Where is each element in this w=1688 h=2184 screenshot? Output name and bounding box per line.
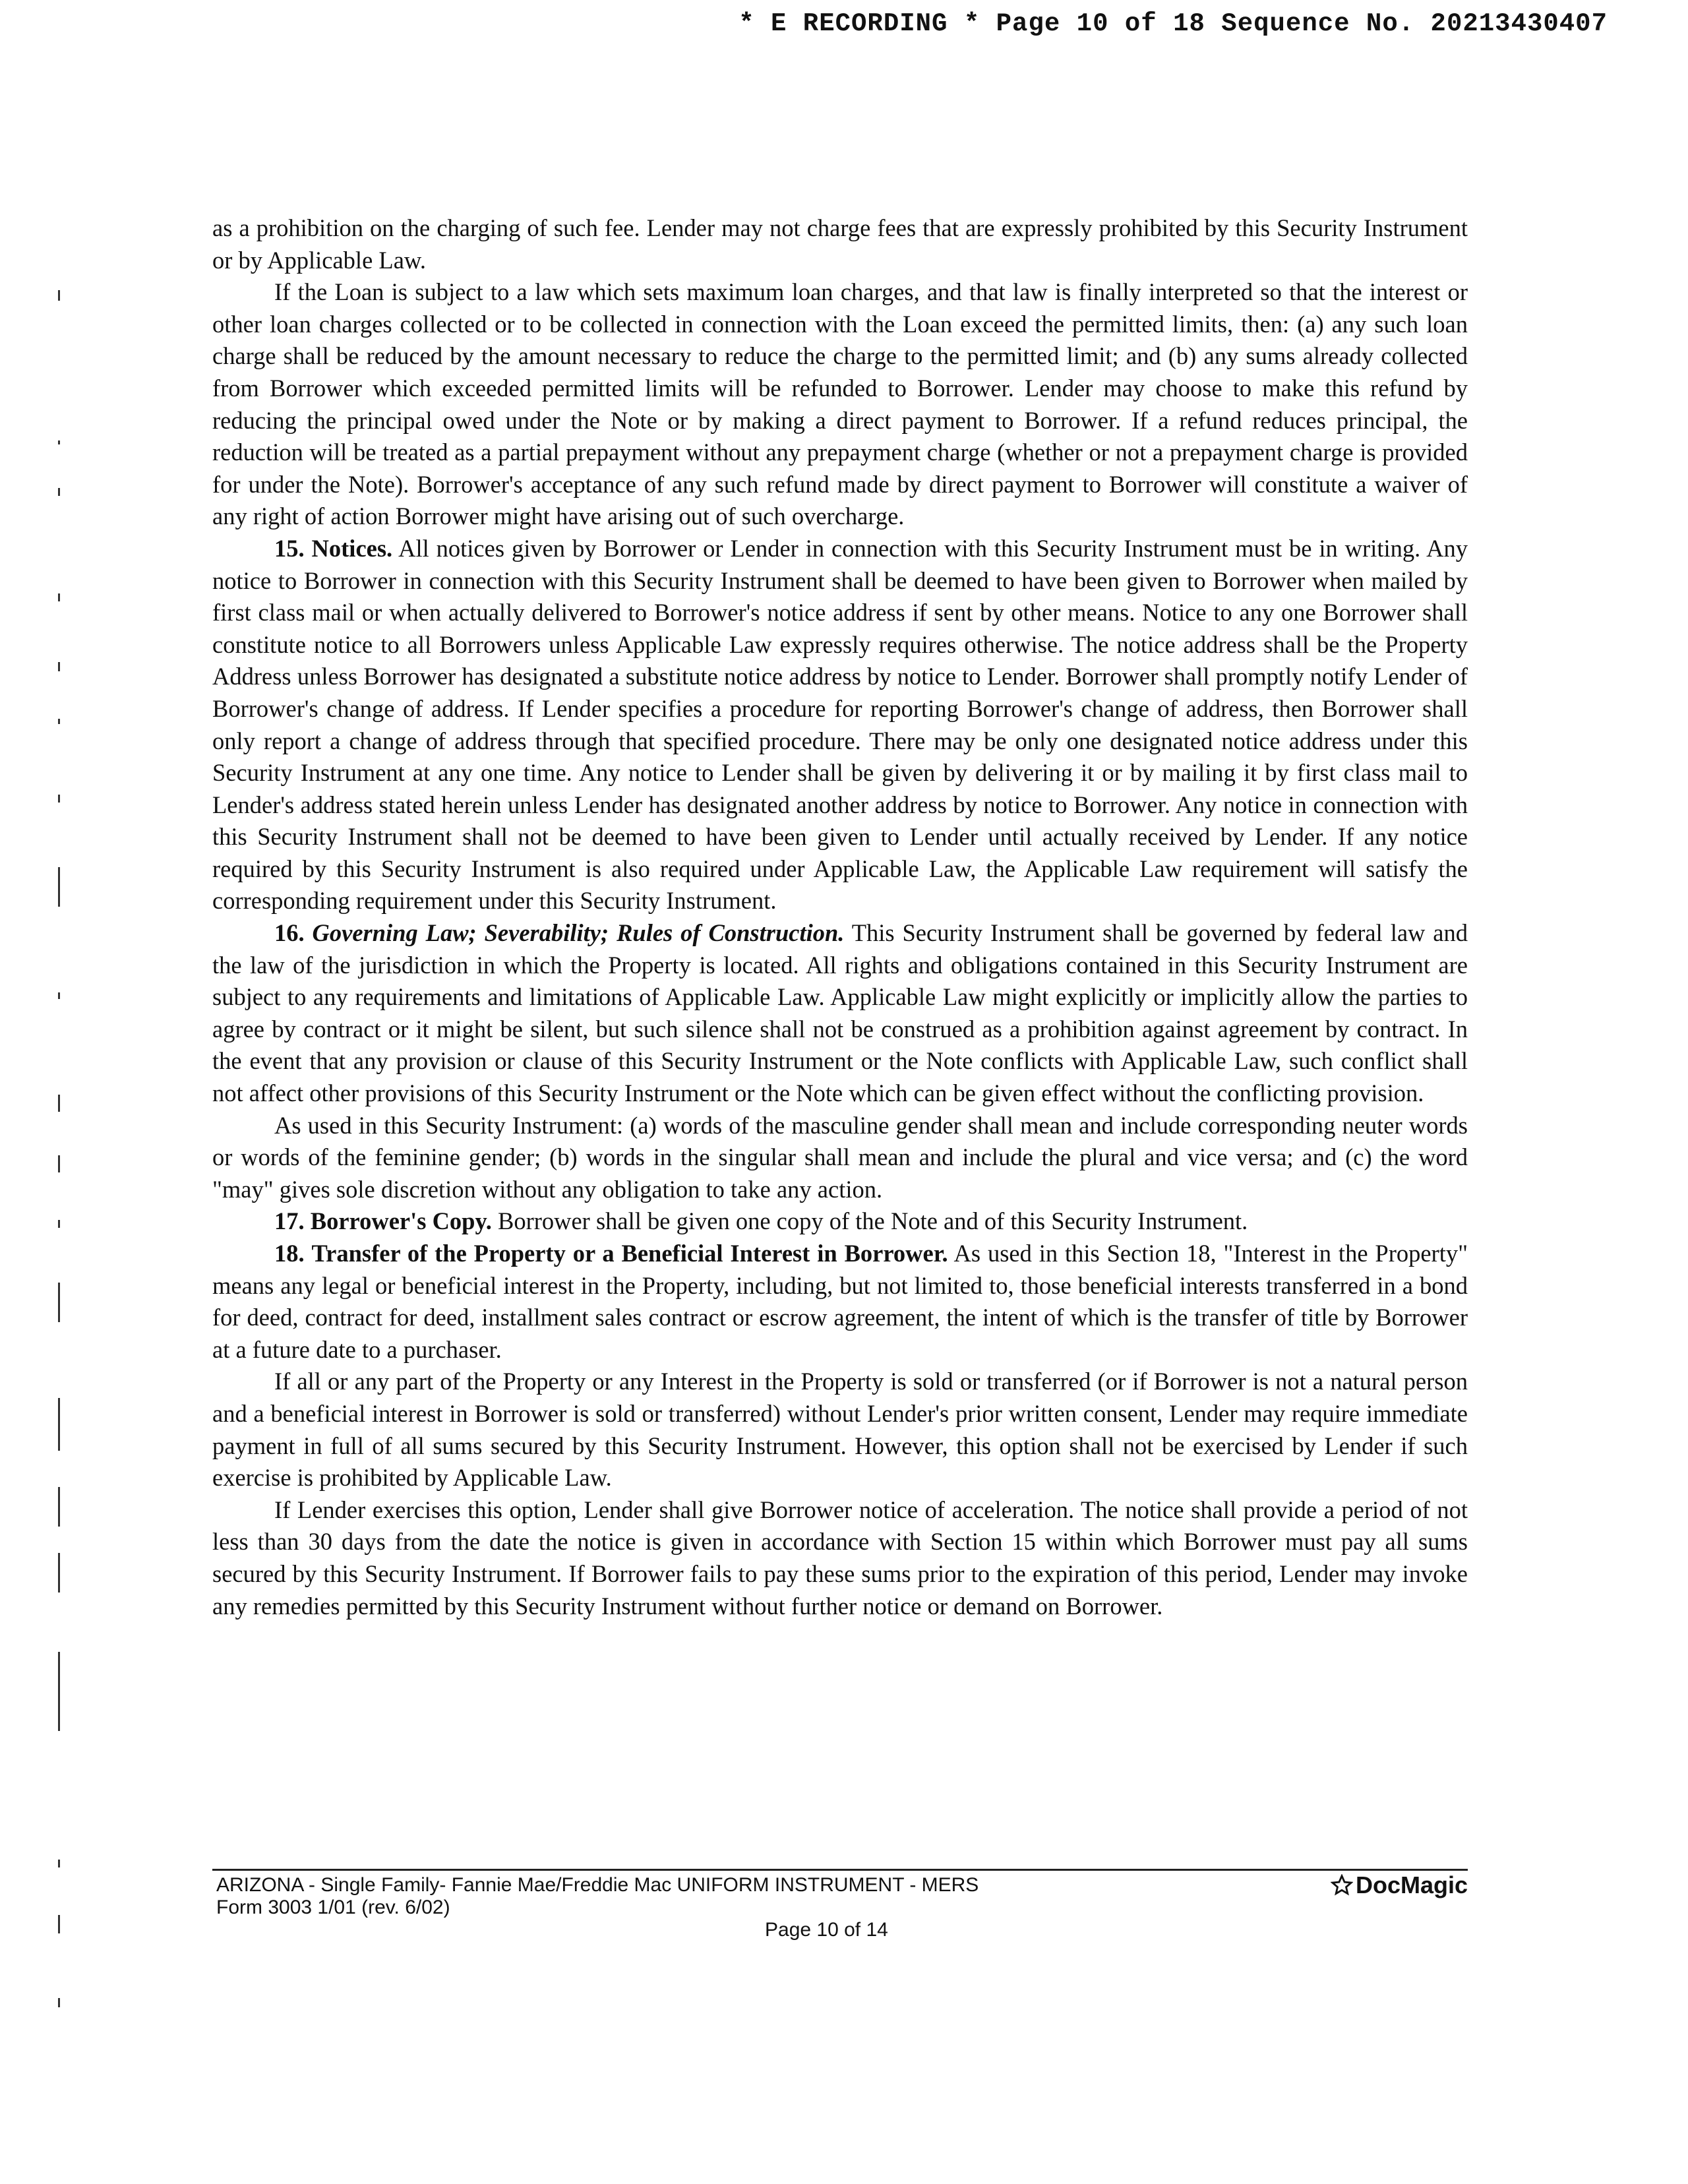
- paragraph-acceleration-notice: If Lender exercises this option, Lender shall give Borrower notice of acceleration. The notice shall provide a period of not less than 30 days from the date the notice is given in accordance with Section 15 within which Borrower must pay all sums secured by this Security Instrument. If Borrower fails to pay these sums prior to the expiration of this period, Lender may invoke any remedies permitted by this Security Instrument without further notice or demand on Borrower.: [212, 1496, 1468, 1620]
- page-footer: [216, 1871, 1468, 1947]
- recording-stamp: * E RECORDING * Page 10 of 18 Sequence No. 20213430407: [738, 9, 1608, 38]
- section-18-title: Transfer of the Property or a Beneficial Interest in Borrower.: [311, 1240, 948, 1267]
- section-15-text: All notices given by Borrower or Lender in connection with this Security Instrument must be in writing. Any notice to Borrower in connection with this Security Instrument shall be deemed to have been given to Borrower when mailed by first class mail or when actually delivered to Borrower's notice address if sent by other means. Notice to any one Borrower shall constitute notice to all Borrowers unless Applicable Law expressly requires otherwise. The notice address shall be the Property Address unless Borrower has designated a substitute notice address by notice to Lender. Borrower shall promptly notify Lender of Borrower's change of address. If Lender specifies a procedure for reporting Borrower's change of address, then Borrower shall only report a change of address through that specified procedure. There may be only one designated notice address under this Security Instrument at any one time. Any notice to Lender shall be given by delivering it or by mailing it by first class mail to Lender's address stated herein unless Lender has designated another address by notice to Borrower. Any notice in connection with this Security Instrument shall not be deemed to have been given to Lender until actually received by Lender. If any notice required by this Security Instrument is also required under Applicable Law, the Applicable Law requirement will satisfy the corresponding requirement under this Security Instrument.: [212, 534, 1468, 915]
- section-16-title: Governing Law; Severability; Rules of Construction.: [312, 919, 845, 947]
- paragraph-fee-prohibition: as a prohibition on the charging of such fee. Lender may not charge fees that are expressly prohibited by this Security Instrument or by Applicable Law.: [212, 214, 1468, 274]
- section-18-text: As used in this Section 18, "Interest in the Property" means any legal or beneficial interest in the Property, including, but not limited to, those beneficial interests transferred in a bond for deed, contract for deed, installment sales contract or escrow agreement, the intent of which is the transfer of title by Borrower at a future date to a purchaser.: [212, 1240, 1468, 1363]
- section-16-governing-law: [212, 917, 1468, 1110]
- section-17-title: Borrower's Copy.: [310, 1207, 492, 1235]
- document-body: [212, 212, 1468, 1622]
- brand-name: DocMagic: [1355, 1871, 1468, 1898]
- section-18-transfer: [212, 1238, 1468, 1366]
- docmagic-logo: [1331, 1871, 1468, 1898]
- section-15-notices: [212, 533, 1468, 917]
- paragraph-loan-charges: If the Loan is subject to a law which sets maximum loan charges, and that law is finally interpreted so that the interest or other loan charges collected or to be collected in connection with the Loan exceed the permitted limits, then: (a) any such loan charge shall be reduced by the amount necessary to reduce the charge to the permitted limit; and (b) any sums already collected from Borrower which exceeded permitted limits will be refunded to Borrower. Lender may choose to make this refund by reducing the principal owed under the Note or by making a direct payment to Borrower. If a refund reduces principal, the reduction will be treated as a partial prepayment without any prepayment charge (whether or not a prepayment charge is provided for under the Note). Borrower's acceptance of any such refund made by direct payment to Borrower will constitute a waiver of any right of action Borrower might have arising out of such overcharge.: [212, 278, 1468, 530]
- section-16-text: This Security Instrument shall be governed by federal law and the law of the jurisdiction in which the Property is located. All rights and obligations contained in this Security Instrument are subject to any requirements and limitations of Applicable Law. Applicable Law might explicitly or implicitly allow the parties to agree by contract or it might be silent, but such silence shall not be construed as a prohibition against agreement by contract. In the event that any provision or clause of this Security Instrument or the Note conflicts with Applicable Law, such conflict shall not affect other provisions of this Security Instrument or the Note which can be given effect without the conflicting provision.: [212, 919, 1468, 1107]
- section-17-text: Borrower shall be given one copy of the Note and of this Security Instrument.: [497, 1207, 1248, 1235]
- paragraph-transfer-consent: If all or any part of the Property or any Interest in the Property is sold or transferred (or if Borrower is not a natural person and a beneficial interest in Borrower is sold or transferred) without Lender's prior written consent, Lender may require immediate payment in full of all sums secured by this Security Instrument. However, this option shall not be exercised by Lender if such exercise is prohibited by Applicable Law.: [212, 1368, 1468, 1492]
- section-15-number: 15.: [274, 534, 305, 562]
- section-16-number: 16.: [274, 919, 305, 947]
- form-title: ARIZONA - Single Family- Fannie Mae/Freddie Mac UNIFORM INSTRUMENT - MERS: [216, 1874, 979, 1896]
- form-info: [216, 1874, 979, 1919]
- paragraph-construction-rules: As used in this Security Instrument: (a) words of the masculine gender shall mean and include corresponding neuter words or words of the feminine gender; (b) words in the singular shall mean and include the plural and vice versa; and (c) the word "may" gives sole discretion without any obligation to take any action.: [212, 1111, 1468, 1203]
- star-icon: [1331, 1874, 1353, 1896]
- section-18-number: 18.: [274, 1240, 305, 1267]
- section-15-title: Notices.: [311, 534, 393, 562]
- page-number: Page 10 of 14: [765, 1919, 888, 1941]
- footer-divider: [212, 1869, 1468, 1871]
- section-17-number: 17.: [274, 1207, 305, 1235]
- form-number: Form 3003 1/01 (rev. 6/02): [216, 1896, 450, 1918]
- section-17-borrowers-copy: [212, 1205, 1468, 1238]
